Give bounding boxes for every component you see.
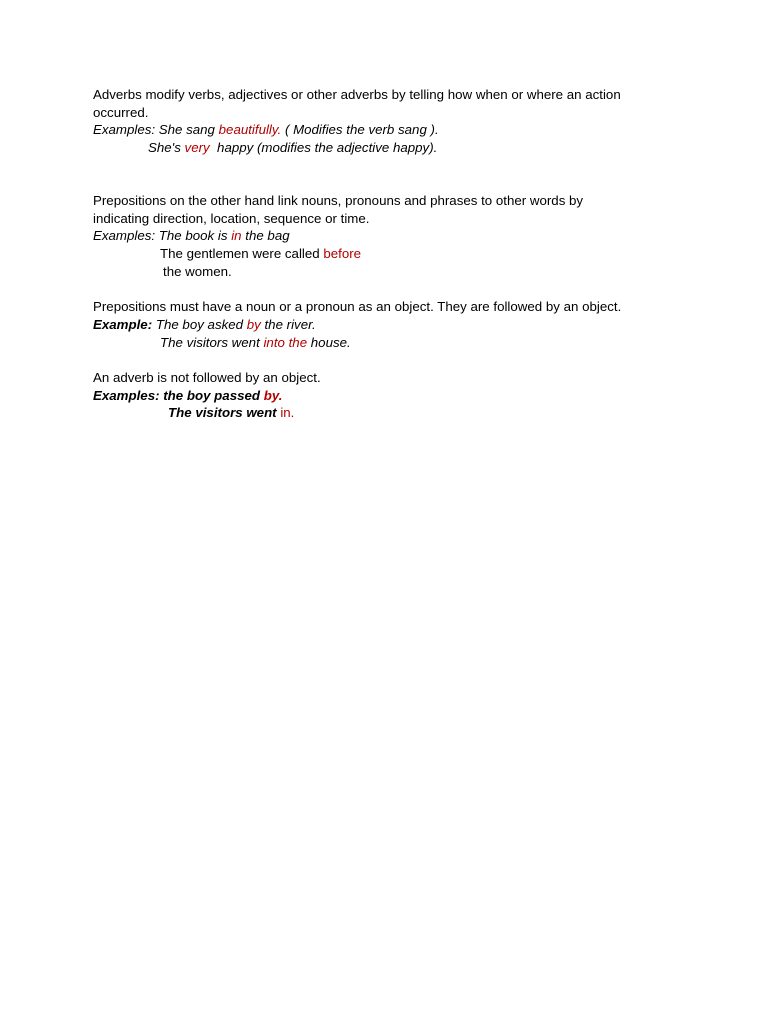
adverb-no-object-example-2 bbox=[168, 404, 294, 422]
adverbs-example-2-pre: She's bbox=[148, 140, 185, 155]
adverb-no-object-rule bbox=[93, 369, 321, 387]
prepositions-example-3-text: the women. bbox=[163, 264, 232, 279]
adverbs-example-2 bbox=[148, 139, 437, 157]
prepositions-object-example-2-pre: The visitors went bbox=[160, 335, 264, 350]
prepositions-object-example-2-highlight: into the bbox=[263, 335, 308, 350]
adverbs-definition-text-2: occurred. bbox=[93, 105, 149, 120]
adverb-no-object-example-1-highlight: by. bbox=[263, 388, 283, 403]
prepositions-example-1 bbox=[93, 227, 290, 245]
adverbs-example-1 bbox=[93, 121, 439, 139]
adverb-no-object-example-2-highlight: in. bbox=[280, 405, 295, 420]
adverb-no-object-example-1 bbox=[93, 387, 282, 405]
adverb-no-object-rule-text: An adverb is not followed by an object. bbox=[93, 370, 321, 385]
adverbs-example-1-pre: Examples: She sang bbox=[93, 122, 219, 137]
prepositions-definition-line-2 bbox=[93, 210, 369, 228]
prepositions-object-example-label: Example: bbox=[93, 317, 153, 332]
adverbs-example-2-post: happy (modifies the adjective happy). bbox=[209, 140, 438, 155]
prepositions-object-example-2 bbox=[160, 334, 351, 352]
prepositions-object-example-1-post: the river. bbox=[260, 317, 316, 332]
adverbs-definition-line-2 bbox=[93, 104, 148, 122]
adverbs-example-1-post: ( Modifies the verb sang ). bbox=[281, 122, 439, 137]
prepositions-example-1-highlight: in bbox=[231, 228, 242, 243]
prepositions-example-2-pre: The gentlemen were called bbox=[160, 246, 324, 261]
adverbs-definition-line-1 bbox=[93, 86, 621, 104]
prepositions-example-2 bbox=[160, 245, 361, 263]
adverb-no-object-example-2-pre: The visitors went bbox=[168, 405, 281, 420]
adverbs-example-2-highlight: very bbox=[184, 140, 210, 155]
prepositions-object-example-1 bbox=[93, 316, 316, 334]
prepositions-definition-line-1 bbox=[93, 192, 583, 210]
prepositions-example-3 bbox=[163, 263, 232, 281]
adverb-no-object-example-1-pre: Examples: the boy passed bbox=[93, 388, 264, 403]
prepositions-example-2-highlight: before bbox=[323, 246, 362, 261]
prepositions-object-rule bbox=[93, 298, 621, 316]
prepositions-object-example-2-post: house. bbox=[307, 335, 351, 350]
prepositions-object-example-1-pre: The boy asked bbox=[152, 317, 247, 332]
prepositions-definition-text-2: indicating direction, location, sequence or time. bbox=[93, 211, 370, 226]
prepositions-example-1-post: the bag bbox=[241, 228, 290, 243]
adverbs-example-1-highlight: beautifully. bbox=[218, 122, 282, 137]
prepositions-object-rule-text: Prepositions must have a noun or a pronoun as an object. They are followed by an object. bbox=[93, 299, 622, 314]
prepositions-object-example-1-highlight: by bbox=[246, 317, 261, 332]
prepositions-example-1-pre: Examples: The book is bbox=[93, 228, 232, 243]
adverbs-definition-text-1: Adverbs modify verbs, adjectives or other adverbs by telling how when or where an action bbox=[93, 87, 621, 102]
prepositions-definition-text-1: Prepositions on the other hand link nouns, pronouns and phrases to other words by bbox=[93, 193, 584, 208]
